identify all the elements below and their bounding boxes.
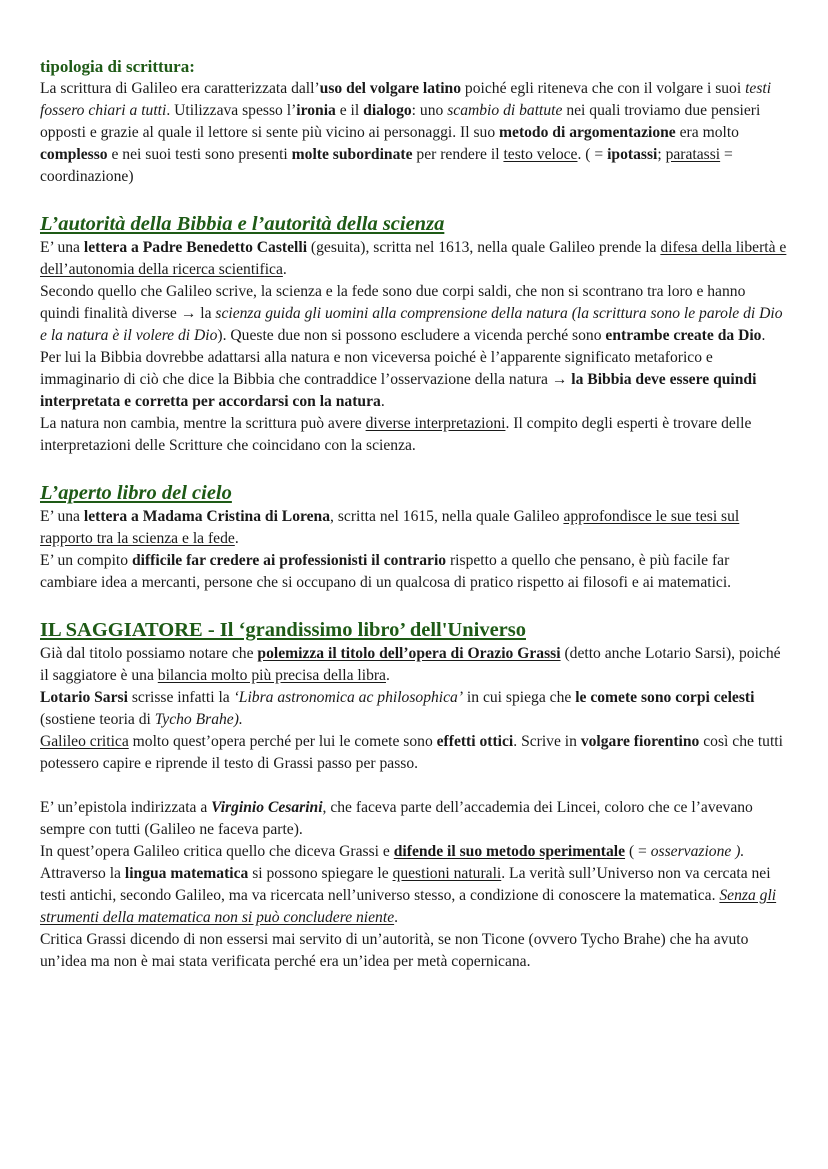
text-run: = coordinazione)	[40, 146, 733, 185]
section-heading-cielo: L’aperto libro del cielo	[40, 482, 232, 504]
text-run: . Per lui la Bibbia dovrebbe adattarsi alla natura e non viceversa poiché è l’apparente significato metaforico e immaginario di ciò che dice la Bibbia che contraddice l’osservazione della natura →	[40, 327, 766, 388]
text-run: Secondo quello che Galileo scrive, la scienza e la fede sono due corpi saldi, che non si scontrano tra loro e hanno quindi finalità diverse → la	[40, 283, 746, 322]
text-run: . La verità sull’Universo non va cercata nei testi antichi, secondo Galileo, ma va ricercata nell’universo stesso, a condizione di conoscere la matematica.	[40, 865, 771, 904]
italic-run: Tycho Brahe).	[154, 711, 243, 728]
paragraph-bibbia-3	[40, 413, 788, 457]
text-run: in cui spiega che	[463, 689, 576, 706]
bold-run: effetti ottici	[436, 733, 514, 750]
section-heading-bibbia: L’autorità della Bibbia e l’autorità della scienza	[40, 213, 445, 235]
paragraph-saggiatore-7: Critica Grassi dicendo di non essersi mai servito di un’autorità, se non Ticone (ovvero Tycho Brahe) che ha avuto un’idea ma non è mai stata verificata perché era un’idea per metà copernicana.	[40, 931, 749, 970]
text-run: scrisse infatti la	[127, 689, 234, 706]
paragraph-saggiatore-2	[40, 687, 788, 731]
bold-run: volgare fiorentino	[580, 733, 700, 750]
paragraph-saggiatore-4	[40, 797, 788, 841]
bold-underlined-run: difende il suo metodo sperimentale	[393, 843, 626, 860]
bold-underlined-run: polemizza il titolo dell’opera di Orazio Grassi	[257, 645, 561, 662]
bold-run: Lotario Sarsi	[40, 689, 128, 706]
text-run: .	[234, 530, 239, 547]
underlined-run: paratassi	[665, 146, 721, 163]
text-run: ). Queste due non si possono escludere a vicenda perché sono	[217, 327, 606, 344]
text-run: era molto	[675, 124, 739, 141]
text-run: (gesuita), scritta nel 1613, nella quale Galileo prende la	[307, 239, 661, 256]
underlined-run: Galileo critica	[40, 733, 129, 750]
text-run: E’ un compito	[40, 552, 132, 569]
bold-run: la Bibbia deve essere quindi interpretata e corretta per accordarsi con la natura	[40, 371, 757, 410]
text-run: (detto anche Lotario Sarsi), poiché il saggiatore è una	[40, 645, 781, 684]
paragraph-cielo-1	[40, 506, 788, 550]
section-heading-saggiatore: IL SAGGIATORE - Il ‘grandissimo libro’ dell'Universo	[40, 619, 526, 641]
paragraph-bibbia-1	[40, 237, 788, 281]
text-run: .	[394, 909, 399, 926]
italic-run: ‘Libra astronomica ac philosophica’	[233, 689, 464, 706]
bold-run: lettera a Madama Cristina di Lorena	[83, 508, 331, 525]
underlined-run: bilancia molto più precisa della libra	[157, 667, 386, 684]
text-run: In quest’opera Galileo critica quello che diceva Grassi e	[40, 843, 394, 860]
paragraph-saggiatore-1	[40, 643, 788, 687]
paragraph-saggiatore-6	[40, 863, 788, 929]
bold-run: ironia	[296, 102, 336, 119]
bold-run: complesso	[40, 146, 108, 163]
italic-run: testi fossero chiari a tutti	[40, 80, 772, 119]
bold-run: ipotassi	[607, 146, 658, 163]
bold-run: entrambe create da Dio	[605, 327, 762, 344]
bold-run: difficile far credere ai professionisti il contrario	[131, 552, 447, 569]
text-run: . ( =	[577, 146, 608, 163]
paragraph-bibbia-2	[40, 281, 788, 413]
text-run: Già dal titolo possiamo notare che	[40, 645, 258, 662]
text-run: poiché egli riteneva che con il volgare i suoi	[461, 80, 746, 97]
bold-run: molte subordinate	[291, 146, 413, 163]
section-heading-tipologia: tipologia di scrittura:	[40, 57, 195, 76]
text-run: . Utilizzava spesso l’	[166, 102, 297, 119]
bold-run: metodo di argomentazione	[499, 124, 676, 141]
text-run: . Il compito degli esperti è trovare delle interpretazioni delle Scritture che coincidano con la scienza.	[40, 415, 752, 454]
text-run: , che faceva parte dell’accademia dei Lincei, coloro che ce l’avevano sempre con tutti (Galileo ne faceva parte).	[40, 799, 753, 838]
text-run: e il	[335, 102, 364, 119]
text-run: E’ una	[40, 508, 84, 525]
underlined-run: questioni naturali	[392, 865, 502, 882]
text-run: E’ una	[40, 239, 84, 256]
underlined-run: testo veloce	[503, 146, 578, 163]
text-run: , scritta nel 1615, nella quale Galileo	[330, 508, 564, 525]
paragraph-tipologia	[40, 78, 788, 188]
text-run: per rendere il	[412, 146, 504, 163]
underlined-run: approfondisce le sue tesi sul rapporto tra la scienza e la fede	[40, 508, 740, 547]
bold-italic-run: Virginio Cesarini	[211, 799, 323, 816]
text-run: La natura non cambia, mentre la scrittura può avere	[40, 415, 366, 432]
text-run: (sostiene teoria di	[40, 711, 155, 728]
underlined-run: diverse interpretazioni	[365, 415, 506, 432]
text-run: La scrittura di Galileo era caratterizzata dall’	[40, 80, 320, 97]
paragraph-cielo-2	[40, 550, 788, 594]
italic-run: scambio di battute	[447, 102, 563, 119]
text-run: .	[385, 667, 390, 684]
text-run: .	[380, 393, 385, 410]
text-run: rispetto a quello che pensano, è più facile far cambiare idea a mercanti, persone che si occupano di un qualcosa di pratico rispetto ai filosofi e ai matematici.	[40, 552, 732, 591]
text-run: . Scrive in	[513, 733, 581, 750]
text-run: Attraverso la	[40, 865, 125, 882]
text-run: E’ un’epistola indirizzata a	[40, 799, 212, 816]
text-run: così che tutti potessero capire e riprende il testo di Grassi passo per passo.	[40, 733, 783, 772]
text-run: si possono spiegare le	[248, 865, 393, 882]
text-run: ( =	[625, 843, 651, 860]
text-run: e nei suoi testi sono presenti	[107, 146, 292, 163]
bold-run: uso del volgare latino	[319, 80, 462, 97]
text-run: molto quest’opera perché per lui le comete sono	[128, 733, 437, 750]
paragraph-saggiatore-5	[40, 841, 788, 863]
paragraph-saggiatore-3	[40, 731, 788, 775]
italic-run: osservazione ).	[650, 843, 745, 860]
text-run: ;	[657, 146, 666, 163]
italic-run: scienza guida gli uomini alla comprensione della natura (	[215, 305, 577, 322]
bold-run: lingua matematica	[124, 865, 249, 882]
underlined-run: difesa della libertà e dell’autonomia della ricerca scientifica	[40, 239, 787, 278]
text-run: nei quali troviamo due pensieri opposti e grazie al quale il lettore si sente più vicino ai personaggi. Il suo	[40, 102, 761, 141]
bold-run: le comete sono corpi celesti	[575, 689, 755, 706]
text-run: .	[282, 261, 287, 278]
bold-run: dialogo	[363, 102, 412, 119]
italic-underlined-run: Senza gli strumenti della matematica non si può concludere niente	[40, 887, 777, 926]
text-run: : uno	[411, 102, 448, 119]
bold-run: lettera a Padre Benedetto Castelli	[83, 239, 308, 256]
italic-run: la scrittura sono le parole di Dio e la natura è il volere di Dio	[40, 305, 783, 344]
